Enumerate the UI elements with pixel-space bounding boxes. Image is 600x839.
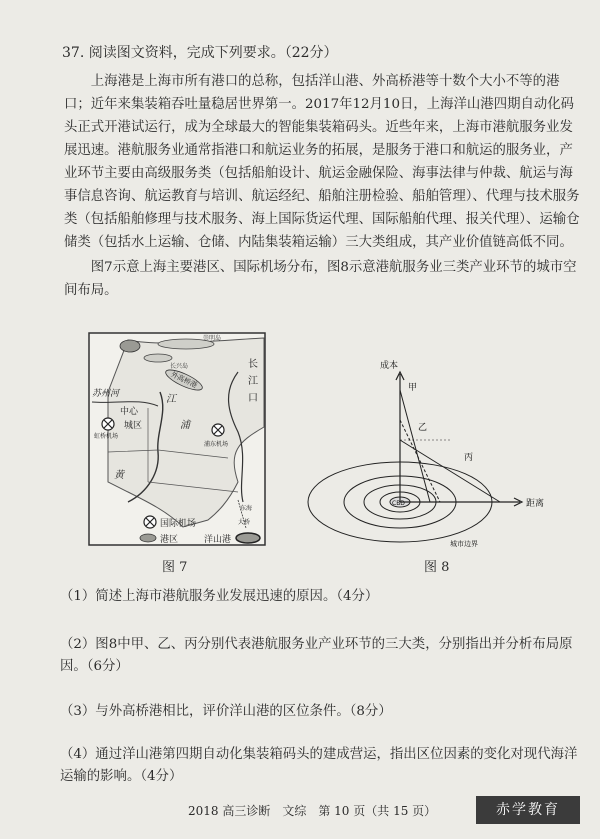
figure-8-caption: 图 8 [424,560,450,575]
label-cost: 成本 [380,361,399,371]
label-changjiang-1: 长 [248,359,258,370]
subquestion-3: （3）与外高桥港相比，评价洋山港的区位条件。（8分） [60,704,392,719]
label-suzhouhe: 苏州河 [92,389,120,399]
label-huangpu-jiang: 江 [166,394,176,405]
question-title: 37. 阅读图文资料，完成下列要求。（22分） [62,45,338,61]
label-changjiang-3: 口 [248,393,258,404]
label-waigaoqiao: 外高桥港 [169,370,199,390]
label-changjiang-2: 江 [248,376,258,387]
label-yi: 乙 [418,423,428,433]
label-huangpu-huang: 黄 [114,470,124,481]
label-city-boundary: 城市边界 [450,540,478,548]
label-bing: 丙 [464,453,474,463]
label-cbd: CBD [392,500,405,507]
label-jia: 甲 [408,383,418,393]
label-donghai: 东海 [240,505,253,512]
label-daqiao: 大桥 [238,519,251,526]
intro-paragraph: 上海港是上海市所有港口的总称，包括洋山港、外高桥港等十数个大小不等的港口；近年来集装箱吞吐量稳居世界第一。2017年12月10日，上海洋山港四期自动化码头正式开港试运行，成为全球最大的智能集装箱码头。近些年来，上海市港航服务业发展迅速。港航服务业通常指港口和航运业务的拓展，是服务于港口和航运的服务业，产业环节主要由高级服务类（包括船舶设计、航运金融保险、海事法律与仲裁、航运与海事信息咨询、航运教育与培训、航运经纪、船舶注册检验、船舶管理）、代理与技术服务类（包括船舶修理与技术服务、海上国际货运代理、国际船舶代理、报关代理）、运输仓储类（包括水上运输、仓储、内陆集装箱运输）三大类组成，其产业价值链高低不同。 [64,74,580,250]
legend-port-label: 港区 [160,535,179,545]
label-distance: 距离 [526,499,545,509]
subquestion-1: （1）简述上海市港航服务业发展迅速的原因。（4分） [60,589,379,604]
figure-8-diagram [300,350,568,550]
curve-bing [400,440,500,502]
label-huangpu-pu: 浦 [180,420,190,431]
label-yangshan: 洋山港 [204,535,232,545]
legend-airport-label: 国际机场 [160,519,197,529]
watermark-logo: 赤学教育 [476,796,580,824]
page-footer: 2018 高三诊断 文综 第 10 页（共 15 页） [188,804,437,818]
subquestion-4: （4）通过洋山港第四期自动化集装箱码头的建成营运，指出区位因素的变化对现代海洋运输的影响。（4分） [60,747,578,784]
label-pudong: 浦东机场 [204,441,229,448]
label-hongqiao: 虹桥机场 [94,433,119,440]
legend-port-icon [140,534,156,542]
yangshan-port-icon [236,533,260,543]
subquestion-2: （2）图8中甲、乙、丙分别代表港航服务业产业环节的三大类，分别指出并分析布局原因。（6分） [60,637,573,674]
label-zhongxin: 中心 [120,407,139,417]
figure-description: 图7示意上海主要港区、国际机场分布，图8示意港航服务业三类产业环节的城市空间布局。 [64,260,577,298]
label-chongming: 崇明岛 [203,335,222,342]
figure-7-map [88,332,266,546]
label-chengqu: 城区 [124,421,143,431]
label-changxing: 长兴岛 [170,363,189,370]
figure-7-caption: 图 7 [162,560,188,575]
